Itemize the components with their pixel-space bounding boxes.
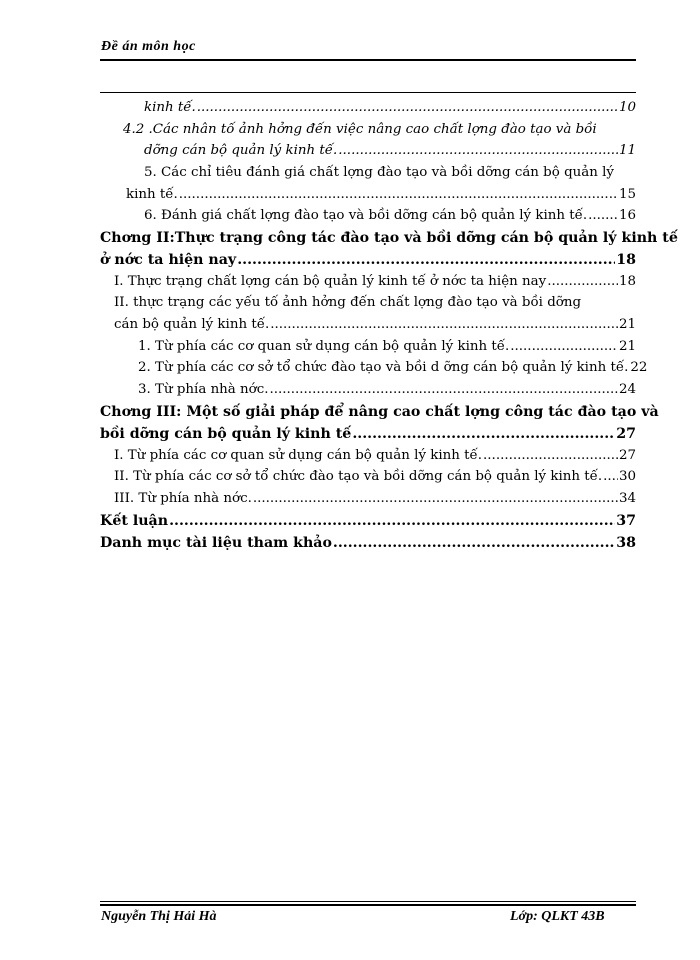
toc-entry-text: dỡng cán bộ quản lý kinh tế. <box>144 143 338 158</box>
toc-page-number: 21 <box>618 317 636 332</box>
toc-leader <box>547 272 618 292</box>
toc-entry[interactable] <box>114 446 636 466</box>
toc-chapter[interactable] <box>100 250 636 270</box>
toc-entry-text: 2. Từ phía các cơ sở tổ chức đào tạo và bồi d ỡng cán bộ quản lý kinh tế. <box>138 360 629 375</box>
toc-entry[interactable] <box>114 293 636 313</box>
toc-chapter[interactable] <box>100 424 636 444</box>
toc-leader <box>338 141 618 161</box>
footer-author: Nguyễn Thị Hải Hà <box>101 909 217 924</box>
toc-entry-text: Chơng II:Thực trạng công tác đào tạo và bồi dỡng cán bộ quản lý kinh tế <box>100 230 678 246</box>
toc-entry-text: cán bộ quản lý kinh tế. <box>114 317 270 332</box>
toc-page-number: 22 <box>630 360 648 375</box>
toc-entry-text: 5. Các chỉ tiêu đánh giá chất lợng đào tạo và bồi dỡng cán bộ quản lý <box>144 165 614 180</box>
toc-page-number: 10 <box>618 100 636 115</box>
toc-entry-text: ở nớc ta hiện nay <box>100 252 237 268</box>
toc-page-number: 18 <box>616 252 636 268</box>
toc-page-number: 34 <box>618 491 636 506</box>
toc-entry-text: III. Từ phía nhà nớc. <box>114 491 252 506</box>
toc-leader <box>270 380 618 400</box>
toc-entry-text: 6. Đánh giá chất lợng đào tạo và bồi dỡng cán bộ quản lý kinh tế. <box>144 208 588 223</box>
toc-entry-text: kinh tế. <box>144 100 196 115</box>
toc-entry-text: 4.2 .Các nhân tố ảnh hởng đến việc nâng cao chất lợng đào tạo và bồi <box>123 122 597 137</box>
toc-leader <box>352 424 615 444</box>
toc-entry-text: 3. Từ phía nhà nớc. <box>138 382 269 397</box>
toc-entry[interactable] <box>144 163 636 183</box>
toc-leader <box>603 467 618 487</box>
toc-entry[interactable] <box>144 141 636 161</box>
toc-leader <box>588 206 618 226</box>
toc-entry[interactable] <box>114 489 636 509</box>
toc-leader <box>333 533 615 553</box>
footer-class: Lớp: QLKT 43B <box>510 909 605 924</box>
toc-page-number: 16 <box>618 208 636 223</box>
toc-chapter[interactable] <box>100 533 636 553</box>
toc-page-number: 21 <box>618 339 636 354</box>
toc-entry-text: bồi dỡng cán bộ quản lý kinh tế <box>100 426 352 442</box>
toc-page-number: 15 <box>618 187 636 202</box>
toc-page-number: 24 <box>618 382 636 397</box>
toc-leader <box>253 489 618 509</box>
header-title: Đề án môn học <box>101 39 196 54</box>
toc-chapter[interactable] <box>100 511 636 531</box>
toc-leader <box>179 185 618 205</box>
toc-entry[interactable] <box>138 380 636 400</box>
toc-entry[interactable] <box>138 358 648 378</box>
toc-entry[interactable] <box>114 315 636 335</box>
header-rule-thin <box>100 92 636 93</box>
toc-page-number: 27 <box>616 426 636 442</box>
toc-leader <box>169 511 615 531</box>
toc-chapter[interactable] <box>100 402 659 422</box>
toc-page-number: 27 <box>618 448 636 463</box>
toc-entry-text: II. Từ phía các cơ sở tổ chức đào tạo và bồi dỡng cán bộ quản lý kinh tế. <box>114 469 603 484</box>
toc-leader <box>510 337 618 357</box>
toc-entry-text: Chơng III: Một số giải pháp để nâng cao chất lợng công tác đào tạo và <box>100 404 659 420</box>
toc-leader <box>197 98 618 118</box>
toc-leader <box>270 315 618 335</box>
toc-entry[interactable] <box>114 272 636 292</box>
toc-entry-text: I. Từ phía các cơ quan sử dụng cán bộ quản lý kinh tế. <box>114 448 483 463</box>
footer-rule-thin <box>100 901 636 902</box>
footer-rule <box>100 904 636 906</box>
toc-leader <box>483 446 618 466</box>
toc-chapter[interactable] <box>100 228 678 248</box>
toc-leader <box>237 250 615 270</box>
toc-entry[interactable] <box>138 337 636 357</box>
toc-entry[interactable] <box>123 120 636 140</box>
toc-entry[interactable] <box>144 98 636 118</box>
header-rule <box>100 59 636 61</box>
toc-page-number: 11 <box>618 143 636 158</box>
toc-entry-text: Kết luận <box>100 513 169 529</box>
toc-entry-text: kinh tế. <box>126 187 178 202</box>
toc-page-number: 38 <box>616 535 636 551</box>
toc-entry[interactable] <box>126 185 636 205</box>
toc-entry[interactable] <box>144 206 636 226</box>
toc-entry-text: Danh mục tài liệu tham khảo <box>100 535 332 551</box>
toc-entry[interactable] <box>114 467 636 487</box>
toc-page-number: 18 <box>618 274 636 289</box>
toc-page-number: 37 <box>616 513 636 529</box>
toc-entry-text: I. Thực trạng chất lợng cán bộ quản lý kinh tế ở nớc ta hiện nay <box>114 274 547 289</box>
toc-page-number: 30 <box>618 469 636 484</box>
toc-entry-text: II. thực trạng các yếu tố ảnh hởng đến chất lợng đào tạo và bồi dỡng <box>114 295 582 310</box>
toc-entry-text: 1. Từ phía các cơ quan sử dụng cán bộ quản lý kinh tế. <box>138 339 510 354</box>
